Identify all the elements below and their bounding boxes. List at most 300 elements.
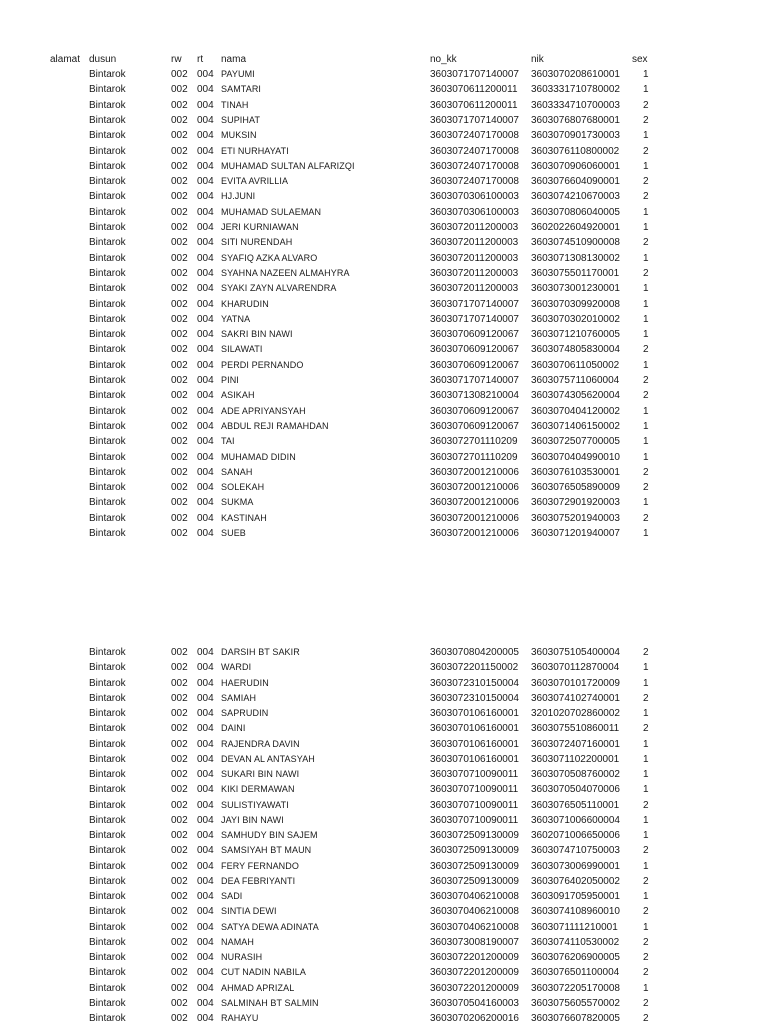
cell-nama: RAHAYU bbox=[221, 1013, 259, 1023]
cell-nik: 3603334710700003 bbox=[531, 99, 620, 111]
cell-no-kk: 3603071308210004 bbox=[430, 390, 519, 402]
cell-nik: 3603076807680001 bbox=[531, 114, 620, 126]
header-dusun: dusun bbox=[89, 54, 117, 65]
cell-rw: 002 bbox=[171, 1013, 188, 1024]
cell-sex: 1 bbox=[643, 921, 649, 933]
table-row bbox=[0, 935, 768, 950]
cell-nama: SAMHUDY BIN SAJEM bbox=[221, 830, 318, 840]
cell-nik: 3603072407160001 bbox=[531, 738, 620, 750]
cell-sex: 2 bbox=[643, 267, 649, 279]
cell-nama: SANAH bbox=[221, 466, 253, 477]
cell-rt: 004 bbox=[197, 967, 214, 979]
table-row bbox=[0, 388, 768, 403]
cell-rt: 004 bbox=[197, 176, 214, 188]
cell-rt: 004 bbox=[197, 512, 214, 524]
cell-sex: 2 bbox=[643, 936, 649, 948]
cell-rw: 002 bbox=[171, 267, 188, 279]
table-row bbox=[0, 419, 768, 434]
cell-dusun: Bintarok bbox=[89, 692, 126, 704]
cell-rt: 004 bbox=[197, 662, 214, 674]
cell-dusun: Bintarok bbox=[89, 738, 126, 750]
table-row bbox=[0, 159, 768, 174]
cell-dusun: Bintarok bbox=[89, 130, 126, 142]
cell-rw: 002 bbox=[171, 906, 188, 918]
cell-no-kk: 3603072011200003 bbox=[430, 237, 519, 249]
table-row bbox=[0, 113, 768, 128]
cell-sex: 1 bbox=[643, 451, 649, 463]
cell-sex: 1 bbox=[643, 420, 649, 432]
cell-rt: 004 bbox=[197, 692, 214, 704]
cell-dusun: Bintarok bbox=[89, 466, 126, 478]
cell-no-kk: 3603071707140007 bbox=[430, 69, 519, 80]
cell-sex: 1 bbox=[643, 662, 649, 674]
table-row bbox=[0, 782, 768, 797]
cell-rw: 002 bbox=[171, 830, 188, 841]
cell-dusun: Bintarok bbox=[89, 753, 126, 765]
cell-dusun: Bintarok bbox=[89, 982, 126, 994]
cell-rt: 004 bbox=[197, 237, 214, 249]
cell-rt: 004 bbox=[197, 420, 214, 432]
cell-dusun: Bintarok bbox=[89, 176, 126, 188]
table-row bbox=[0, 434, 768, 449]
cell-nama: SYAKI ZAYN ALVARENDRA bbox=[221, 283, 337, 294]
cell-dusun: Bintarok bbox=[89, 99, 126, 111]
header-nama: nama bbox=[221, 54, 247, 65]
cell-no-kk: 3603070710090011 bbox=[430, 784, 519, 796]
cell-rt: 004 bbox=[197, 191, 214, 203]
cell-rw: 002 bbox=[171, 451, 188, 463]
cell-rw: 002 bbox=[171, 769, 188, 780]
header-row bbox=[0, 52, 768, 67]
cell-sex: 2 bbox=[643, 647, 649, 658]
cell-rw: 002 bbox=[171, 313, 188, 325]
cell-rw: 002 bbox=[171, 982, 188, 994]
cell-rw: 002 bbox=[171, 723, 188, 735]
cell-no-kk: 3603070106160001 bbox=[430, 723, 519, 735]
cell-nama: PAYUMI bbox=[221, 69, 255, 79]
cell-dusun: Bintarok bbox=[89, 191, 126, 203]
cell-rw: 002 bbox=[171, 692, 188, 704]
cell-rw: 002 bbox=[171, 298, 188, 310]
cell-sex: 1 bbox=[643, 69, 649, 80]
cell-nik: 3603331710780002 bbox=[531, 84, 620, 96]
cell-sex: 2 bbox=[643, 875, 649, 887]
table-row bbox=[0, 767, 768, 782]
cell-rt: 004 bbox=[197, 952, 214, 963]
cell-sex: 1 bbox=[643, 329, 649, 341]
table-row bbox=[0, 526, 768, 541]
cell-rt: 004 bbox=[197, 375, 214, 386]
cell-nik: 3603070309920008 bbox=[531, 298, 620, 310]
cell-rw: 002 bbox=[171, 176, 188, 188]
cell-sex: 2 bbox=[643, 799, 649, 811]
cell-nama: SYAFIQ AZKA ALVARO bbox=[221, 252, 318, 263]
cell-nama: JAYI BIN NAWI bbox=[221, 814, 284, 825]
cell-sex: 1 bbox=[643, 860, 649, 872]
cell-dusun: Bintarok bbox=[89, 298, 126, 310]
cell-nik: 3603074305620004 bbox=[531, 390, 620, 402]
cell-dusun: Bintarok bbox=[89, 830, 126, 841]
cell-dusun: Bintarok bbox=[89, 359, 126, 371]
cell-rt: 004 bbox=[197, 738, 214, 750]
cell-rw: 002 bbox=[171, 405, 188, 417]
cell-rt: 004 bbox=[197, 359, 214, 371]
cell-rt: 004 bbox=[197, 906, 214, 918]
cell-rw: 002 bbox=[171, 145, 188, 157]
table-row bbox=[0, 266, 768, 281]
cell-rw: 002 bbox=[171, 845, 188, 857]
cell-nik: 3603076103530001 bbox=[531, 466, 620, 478]
cell-no-kk: 3603072001210006 bbox=[430, 497, 519, 509]
cell-nama: JERI KURNIAWAN bbox=[221, 222, 299, 232]
cell-dusun: Bintarok bbox=[89, 708, 126, 719]
cell-rt: 004 bbox=[197, 206, 214, 218]
table-row bbox=[0, 144, 768, 159]
cell-nik: 3603070208610001 bbox=[531, 69, 620, 80]
cell-rw: 002 bbox=[171, 497, 188, 509]
header-rw: rw bbox=[171, 54, 182, 65]
cell-dusun: Bintarok bbox=[89, 1013, 126, 1024]
cell-rw: 002 bbox=[171, 252, 188, 264]
table-row bbox=[0, 67, 768, 82]
cell-sex: 2 bbox=[643, 466, 649, 478]
cell-dusun: Bintarok bbox=[89, 662, 126, 674]
cell-nik: 3603070806040005 bbox=[531, 206, 620, 218]
cell-rt: 004 bbox=[197, 799, 214, 811]
cell-rt: 004 bbox=[197, 130, 214, 142]
cell-nik: 3603076402050002 bbox=[531, 875, 620, 887]
cell-nama: DEA FEBRIYANTI bbox=[221, 875, 296, 886]
cell-rw: 002 bbox=[171, 936, 188, 948]
cell-nik: 3603076206900005 bbox=[531, 952, 620, 963]
cell-no-kk: 3603070106160001 bbox=[430, 753, 519, 765]
cell-nik: 3603070906060001 bbox=[531, 160, 620, 172]
cell-no-kk: 3603070710090011 bbox=[430, 769, 519, 780]
cell-no-kk: 3603070306100003 bbox=[430, 191, 519, 203]
cell-nik: 3603076505890009 bbox=[531, 482, 620, 494]
cell-dusun: Bintarok bbox=[89, 799, 126, 811]
cell-no-kk: 3603070406210008 bbox=[430, 921, 519, 933]
cell-nama: SULISTIYAWATI bbox=[221, 799, 289, 810]
cell-rw: 002 bbox=[171, 753, 188, 765]
cell-nik: 3603071308130002 bbox=[531, 252, 620, 264]
cell-rt: 004 bbox=[197, 921, 214, 933]
cell-dusun: Bintarok bbox=[89, 420, 126, 432]
cell-nik: 3603070504070006 bbox=[531, 784, 620, 796]
cell-rw: 002 bbox=[171, 237, 188, 249]
cell-rt: 004 bbox=[197, 451, 214, 463]
cell-nama: CUT NADIN NABILA bbox=[221, 967, 306, 978]
cell-sex: 1 bbox=[643, 528, 649, 539]
table-row bbox=[0, 174, 768, 189]
cell-rt: 004 bbox=[197, 784, 214, 796]
cell-nik: 3603072901920003 bbox=[531, 497, 620, 509]
cell-rt: 004 bbox=[197, 769, 214, 780]
cell-no-kk: 3603072011200003 bbox=[430, 267, 519, 279]
cell-no-kk: 3603072509130009 bbox=[430, 875, 519, 887]
cell-rt: 004 bbox=[197, 497, 214, 509]
cell-nama: SITI NURENDAH bbox=[221, 237, 293, 248]
cell-nama: ASIKAH bbox=[221, 390, 255, 401]
cell-nama: SILAWATI bbox=[221, 344, 263, 355]
table-row bbox=[0, 843, 768, 858]
table-row bbox=[0, 721, 768, 736]
cell-no-kk: 3603073008190007 bbox=[430, 936, 519, 948]
table-row bbox=[0, 358, 768, 373]
cell-nama: DAINI bbox=[221, 723, 246, 734]
cell-nama: MUHAMAD SULAEMAN bbox=[221, 206, 322, 217]
cell-sex: 1 bbox=[643, 677, 649, 689]
cell-rw: 002 bbox=[171, 329, 188, 341]
cell-nik: 3603070112870004 bbox=[531, 662, 620, 674]
table-row bbox=[0, 495, 768, 510]
cell-rt: 004 bbox=[197, 997, 214, 1009]
cell-rw: 002 bbox=[171, 997, 188, 1009]
cell-rt: 004 bbox=[197, 647, 214, 658]
cell-sex: 1 bbox=[643, 313, 649, 325]
cell-rw: 002 bbox=[171, 390, 188, 402]
cell-dusun: Bintarok bbox=[89, 814, 126, 826]
cell-nik: 3603075201940003 bbox=[531, 512, 620, 524]
cell-no-kk: 3603072011200003 bbox=[430, 222, 519, 233]
cell-rw: 002 bbox=[171, 344, 188, 356]
cell-nama: EVITA AVRILLIA bbox=[221, 176, 289, 187]
cell-rt: 004 bbox=[197, 145, 214, 157]
table-row bbox=[0, 312, 768, 327]
cell-sex: 1 bbox=[643, 436, 649, 448]
cell-nama: DEVAN AL ANTASYAH bbox=[221, 753, 315, 764]
cell-rt: 004 bbox=[197, 845, 214, 857]
table-row bbox=[0, 342, 768, 357]
cell-no-kk: 3603070406210008 bbox=[430, 891, 519, 902]
table-row bbox=[0, 189, 768, 204]
cell-nik: 3603073006990001 bbox=[531, 860, 620, 872]
cell-no-kk: 3603070609120067 bbox=[430, 359, 519, 371]
cell-rt: 004 bbox=[197, 936, 214, 948]
cell-nik: 3603076501100004 bbox=[531, 967, 620, 979]
cell-dusun: Bintarok bbox=[89, 997, 126, 1009]
table-row bbox=[0, 996, 768, 1011]
cell-nik: 3603074710750003 bbox=[531, 845, 620, 857]
cell-nama: SUKARI BIN NAWI bbox=[221, 769, 300, 779]
cell-nama: HAERUDIN bbox=[221, 677, 269, 688]
cell-no-kk: 3603072201200009 bbox=[430, 967, 519, 979]
cell-nama: ETI NURHAYATI bbox=[221, 145, 289, 156]
cell-rt: 004 bbox=[197, 114, 214, 126]
cell-sex: 1 bbox=[643, 206, 649, 218]
cell-rw: 002 bbox=[171, 466, 188, 478]
cell-no-kk: 3603071707140007 bbox=[430, 313, 519, 325]
cell-nama: FERY FERNANDO bbox=[221, 860, 299, 871]
cell-dusun: Bintarok bbox=[89, 921, 126, 933]
table-row bbox=[0, 737, 768, 752]
cell-rw: 002 bbox=[171, 84, 188, 96]
cell-rt: 004 bbox=[197, 329, 214, 341]
cell-nama: PINI bbox=[221, 375, 239, 385]
cell-sex: 1 bbox=[643, 298, 649, 310]
cell-nik: 3603071111210001 bbox=[531, 921, 618, 933]
cell-no-kk: 3603071707140007 bbox=[430, 375, 519, 386]
cell-rw: 002 bbox=[171, 512, 188, 524]
cell-rw: 002 bbox=[171, 784, 188, 796]
cell-sex: 1 bbox=[643, 753, 649, 765]
table-row bbox=[0, 889, 768, 904]
cell-nama: SAMIAH bbox=[221, 692, 257, 703]
cell-rw: 002 bbox=[171, 359, 188, 371]
cell-dusun: Bintarok bbox=[89, 84, 126, 96]
cell-rt: 004 bbox=[197, 891, 214, 902]
cell-rt: 004 bbox=[197, 313, 214, 325]
cell-dusun: Bintarok bbox=[89, 860, 126, 872]
cell-dusun: Bintarok bbox=[89, 967, 126, 979]
cell-no-kk: 3603072201150002 bbox=[430, 662, 519, 674]
cell-nik: 3603076607820005 bbox=[531, 1013, 620, 1024]
cell-no-kk: 3603072001210006 bbox=[430, 482, 519, 494]
cell-rt: 004 bbox=[197, 84, 214, 96]
cell-rw: 002 bbox=[171, 436, 188, 448]
cell-dusun: Bintarok bbox=[89, 436, 126, 448]
cell-sex: 2 bbox=[643, 375, 649, 386]
cell-nama: KHARUDIN bbox=[221, 298, 269, 309]
cell-rw: 002 bbox=[171, 160, 188, 172]
cell-nik: 3603070508760002 bbox=[531, 769, 620, 780]
cell-nik: 3602071006650006 bbox=[531, 830, 620, 841]
cell-nama: NURASIH bbox=[221, 952, 263, 962]
cell-rw: 002 bbox=[171, 191, 188, 203]
cell-no-kk: 3603070106160001 bbox=[430, 738, 519, 750]
table-row bbox=[0, 676, 768, 691]
table-row bbox=[0, 450, 768, 465]
cell-dusun: Bintarok bbox=[89, 69, 126, 80]
cell-nama: SOLEKAH bbox=[221, 482, 265, 493]
table-row bbox=[0, 465, 768, 480]
cell-no-kk: 3603070609120067 bbox=[430, 329, 519, 341]
cell-nik: 3603073001230001 bbox=[531, 283, 620, 295]
cell-no-kk: 3603072310150004 bbox=[430, 692, 519, 704]
table-row bbox=[0, 920, 768, 935]
cell-nik: 3603074102740001 bbox=[531, 692, 620, 704]
cell-dusun: Bintarok bbox=[89, 267, 126, 279]
cell-rw: 002 bbox=[171, 952, 188, 963]
table-row bbox=[0, 128, 768, 143]
cell-dusun: Bintarok bbox=[89, 222, 126, 233]
table-row bbox=[0, 691, 768, 706]
cell-dusun: Bintarok bbox=[89, 875, 126, 887]
cell-rt: 004 bbox=[197, 875, 214, 887]
cell-dusun: Bintarok bbox=[89, 891, 126, 902]
cell-nama: SAKRI BIN NAWI bbox=[221, 329, 293, 340]
cell-dusun: Bintarok bbox=[89, 252, 126, 264]
cell-dusun: Bintarok bbox=[89, 206, 126, 218]
cell-sex: 1 bbox=[643, 784, 649, 796]
cell-dusun: Bintarok bbox=[89, 528, 126, 539]
cell-nama: DARSIH BT SAKIR bbox=[221, 647, 300, 657]
cell-nama: WARDI bbox=[221, 662, 252, 673]
cell-rt: 004 bbox=[197, 99, 214, 111]
header-no-kk: no_kk bbox=[430, 54, 457, 65]
cell-no-kk: 3603070611200011 bbox=[430, 84, 518, 96]
cell-rt: 004 bbox=[197, 69, 214, 80]
cell-nik: 3603070302010002 bbox=[531, 313, 620, 325]
table-row bbox=[0, 752, 768, 767]
cell-nama: HJ.JUNI bbox=[221, 191, 256, 202]
cell-rt: 004 bbox=[197, 160, 214, 172]
cell-dusun: Bintarok bbox=[89, 390, 126, 402]
cell-nik: 3603075501170001 bbox=[531, 267, 620, 279]
cell-rw: 002 bbox=[171, 799, 188, 811]
header-nik: nik bbox=[531, 54, 544, 65]
cell-no-kk: 3603072001210006 bbox=[430, 528, 519, 539]
cell-rw: 002 bbox=[171, 662, 188, 674]
cell-rt: 004 bbox=[197, 298, 214, 310]
cell-sex: 1 bbox=[643, 891, 649, 902]
cell-sex: 1 bbox=[643, 283, 649, 295]
cell-nama: KASTINAH bbox=[221, 512, 267, 523]
cell-dusun: Bintarok bbox=[89, 647, 126, 658]
cell-rw: 002 bbox=[171, 677, 188, 689]
cell-sex: 2 bbox=[643, 237, 649, 249]
cell-nama: SUEB bbox=[221, 528, 246, 538]
cell-no-kk: 3603072001210006 bbox=[430, 466, 519, 478]
table-row bbox=[0, 950, 768, 965]
header-sex: sex bbox=[632, 54, 648, 65]
cell-no-kk: 3603070609120067 bbox=[430, 420, 519, 432]
cell-nama: SYAHNA NAZEEN ALMAHYRA bbox=[221, 267, 350, 278]
cell-sex: 2 bbox=[643, 114, 649, 126]
cell-dusun: Bintarok bbox=[89, 936, 126, 948]
table-row bbox=[0, 98, 768, 113]
cell-dusun: Bintarok bbox=[89, 723, 126, 735]
cell-nama: YATNA bbox=[221, 313, 251, 324]
table-row bbox=[0, 373, 768, 388]
cell-no-kk: 3603072509130009 bbox=[430, 860, 519, 872]
cell-rt: 004 bbox=[197, 222, 214, 233]
cell-no-kk: 3603072407170008 bbox=[430, 160, 519, 172]
table-row bbox=[0, 813, 768, 828]
cell-no-kk: 3603070106160001 bbox=[430, 708, 519, 719]
cell-dusun: Bintarok bbox=[89, 451, 126, 463]
cell-no-kk: 3603072509130009 bbox=[430, 830, 519, 841]
cell-no-kk: 3603071707140007 bbox=[430, 298, 519, 310]
cell-dusun: Bintarok bbox=[89, 906, 126, 918]
cell-nama: ABDUL REJI RAMAHDAN bbox=[221, 420, 329, 431]
cell-sex: 1 bbox=[643, 130, 649, 142]
table-row bbox=[0, 798, 768, 813]
cell-nama: MUKSIN bbox=[221, 130, 257, 141]
cell-rw: 002 bbox=[171, 708, 188, 719]
cell-nama: SINTIA DEWI bbox=[221, 906, 277, 917]
table-row bbox=[0, 660, 768, 675]
cell-no-kk: 3603070710090011 bbox=[430, 814, 519, 826]
cell-nik: 3603070901730003 bbox=[531, 130, 620, 142]
cell-rw: 002 bbox=[171, 99, 188, 111]
cell-nik: 3603074110530002 bbox=[531, 936, 620, 948]
table-row bbox=[0, 965, 768, 980]
cell-no-kk: 3603072001210006 bbox=[430, 512, 519, 524]
cell-nama: ADE APRIYANSYAH bbox=[221, 405, 306, 416]
table-row bbox=[0, 327, 768, 342]
cell-no-kk: 3603072310150004 bbox=[430, 677, 519, 689]
cell-no-kk: 3603072407170008 bbox=[430, 145, 519, 157]
cell-sex: 1 bbox=[643, 738, 649, 750]
cell-nama: MUHAMAD SULTAN ALFARIZQI bbox=[221, 160, 355, 171]
cell-dusun: Bintarok bbox=[89, 497, 126, 509]
cell-rt: 004 bbox=[197, 982, 214, 994]
cell-nama: SADI bbox=[221, 891, 243, 901]
cell-nik: 3603071006600004 bbox=[531, 814, 620, 826]
cell-sex: 1 bbox=[643, 359, 649, 371]
cell-sex: 2 bbox=[643, 997, 649, 1009]
